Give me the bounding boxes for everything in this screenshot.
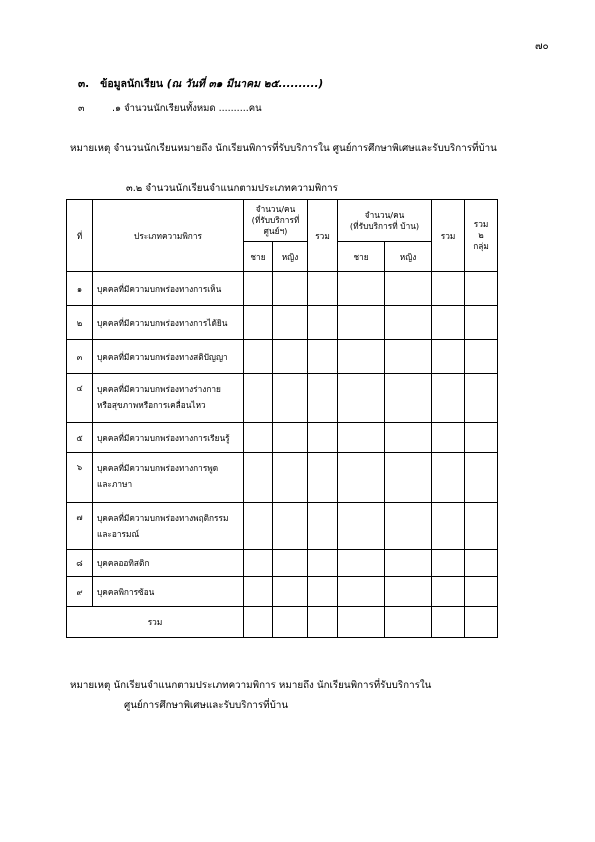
cell-grand-total[interactable]	[465, 503, 498, 550]
header-home-male: ชาย	[338, 242, 385, 272]
header-center-male: ชาย	[244, 242, 273, 272]
cell-home-total[interactable]	[432, 306, 465, 340]
header-center-line2: (ที่รับบริการที่	[251, 215, 300, 225]
row-label-line: บุคคลที่มีความบกพร่องทางการเรียนรู้	[97, 432, 230, 443]
cell-home-male[interactable]	[338, 423, 385, 453]
header-disability-type: ประเภทความพิการ	[93, 200, 244, 272]
cell-center-male[interactable]	[244, 340, 273, 374]
row-number: ๕	[67, 423, 93, 453]
row-label	[93, 306, 244, 340]
row-label	[93, 453, 244, 503]
row-label-line: และภาษา	[97, 479, 133, 489]
row-label-line: บุคคลพิการซ้อน	[97, 586, 155, 597]
total-label: รวม	[67, 607, 244, 638]
cell-home-total[interactable]	[432, 577, 465, 607]
cell-center-total[interactable]	[308, 340, 338, 374]
cell-home-female[interactable]	[385, 374, 432, 423]
table-row	[67, 306, 498, 340]
row-label-line: บุคคลออทิสติก	[97, 558, 150, 568]
cell-center-male[interactable]	[244, 423, 273, 453]
row-label	[93, 503, 244, 550]
cell-grand-total[interactable]	[465, 272, 498, 306]
cell-grand-total[interactable]	[465, 423, 498, 453]
header-both-line1: รวม	[473, 219, 489, 229]
cell-center-female[interactable]	[273, 306, 308, 340]
remark2-line2: ศูนย์การศึกษาพิเศษและรับบริการที่บ้าน	[124, 700, 289, 711]
cell-home-male[interactable]	[338, 340, 385, 374]
cell-home-total[interactable]	[432, 453, 465, 503]
cell-home-female[interactable]	[385, 577, 432, 607]
header-center-total: รวม	[308, 200, 338, 272]
header-both-groups-total	[465, 200, 498, 272]
students-by-disability-table	[66, 199, 498, 638]
row-label-line: บุคคลที่มีความบกพร่องทางการเห็น	[97, 283, 222, 294]
header-both-line2: ๒	[478, 230, 484, 240]
cell-home-female[interactable]	[385, 503, 432, 550]
table-row	[67, 423, 498, 453]
row-label	[93, 577, 244, 607]
cell-center-male[interactable]	[244, 607, 273, 638]
row-label	[93, 272, 244, 306]
subsection-number: ๓	[78, 103, 85, 114]
row-label	[93, 340, 244, 374]
row-number: ๘	[67, 550, 93, 577]
header-home-total: รวม	[432, 200, 465, 272]
header-home-group	[338, 200, 432, 242]
table-row	[67, 374, 498, 423]
cell-home-total[interactable]	[432, 272, 465, 306]
header-center-line3: ศูนย์ฯ)	[263, 226, 288, 236]
header-home-line2: (ที่รับบริการที่ บ้าน)	[349, 220, 420, 231]
cell-center-total[interactable]	[308, 423, 338, 453]
cell-grand-total[interactable]	[465, 607, 498, 638]
table-row	[67, 453, 498, 503]
table-row	[67, 503, 498, 550]
cell-center-total[interactable]	[308, 577, 338, 607]
row-label-line: หรือสุขภาพหรือการเคลื่อนไหว	[97, 400, 206, 410]
section-number: ๓.	[78, 78, 90, 90]
cell-home-male[interactable]	[338, 272, 385, 306]
row-number: ๓	[67, 340, 93, 374]
cell-home-male[interactable]	[338, 607, 385, 638]
cell-grand-total[interactable]	[465, 340, 498, 374]
row-label-line: บุคคลที่มีความบกพร่องทางพฤติกรรม	[97, 513, 229, 523]
remark-disability-classification	[70, 676, 431, 716]
cell-center-female[interactable]	[273, 423, 308, 453]
header-center-line1: จำนวน/คน	[255, 204, 296, 214]
cell-center-female[interactable]	[273, 577, 308, 607]
cell-center-male[interactable]	[244, 272, 273, 306]
cell-home-male[interactable]	[338, 503, 385, 550]
cell-grand-total[interactable]	[465, 306, 498, 340]
table-row	[67, 577, 498, 607]
remark2-line1: หมายเหตุ นักเรียนจำแนกตามประเภทความพิการ หมายถึง นักเรียนพิการที่รับบริการใน	[70, 680, 432, 691]
header-number: ที่	[67, 200, 93, 272]
header-center-female: หญิง	[273, 242, 308, 272]
row-label	[93, 374, 244, 423]
header-home-female: หญิง	[385, 242, 432, 272]
cell-center-male[interactable]	[244, 374, 273, 423]
cell-grand-total[interactable]	[465, 577, 498, 607]
table-row	[67, 340, 498, 374]
row-number: ๗	[67, 503, 93, 550]
remark-students: หมายเหตุ จำนวนนักเรียนหมายถึง นักเรียนพิการที่รับบริการใน ศูนย์การศึกษาพิเศษและรับบริการที่บ้าน	[70, 143, 497, 154]
cell-center-total[interactable]	[308, 306, 338, 340]
table-row	[67, 272, 498, 306]
cell-center-male[interactable]	[244, 503, 273, 550]
table-total-row	[67, 607, 498, 638]
cell-center-male[interactable]	[244, 306, 273, 340]
cell-home-female[interactable]	[385, 550, 432, 577]
cell-center-female[interactable]	[273, 374, 308, 423]
cell-home-total[interactable]	[432, 550, 465, 577]
header-both-line3: กลุ่ม	[473, 241, 489, 251]
cell-home-total[interactable]	[432, 423, 465, 453]
cell-home-total[interactable]	[432, 607, 465, 638]
cell-center-female[interactable]	[273, 272, 308, 306]
row-label-line: บุคคลที่มีความบกพร่องทางการพูด	[97, 463, 219, 473]
table-row	[67, 550, 498, 577]
cell-center-male[interactable]	[244, 577, 273, 607]
row-number: ๒	[67, 306, 93, 340]
section-date: (ณ วันที่ ๓๑ มีนาคม ๒๕..........)	[166, 78, 324, 90]
cell-grand-total[interactable]	[465, 453, 498, 503]
cell-home-male[interactable]	[338, 453, 385, 503]
row-label-line: บุคคลที่มีความบกพร่องทางการได้ยิน	[97, 317, 228, 328]
row-label	[93, 550, 244, 577]
cell-center-total[interactable]	[308, 374, 338, 423]
cell-grand-total[interactable]	[465, 550, 498, 577]
cell-center-total[interactable]	[308, 503, 338, 550]
table-title: ๓.๒ จำนวนนักเรียนจำแนกตามประเภทความพิการ	[126, 183, 338, 194]
cell-home-female[interactable]	[385, 306, 432, 340]
subsection-text: .๑ จำนวนนักเรียนทั้งหมด ..........คน	[112, 103, 262, 114]
subsection-total-students	[78, 101, 262, 116]
cell-home-total[interactable]	[432, 374, 465, 423]
row-label-line: บุคคลที่มีความบกพร่องทางร่างกาย	[97, 384, 221, 394]
row-label	[93, 423, 244, 453]
cell-home-male[interactable]	[338, 306, 385, 340]
cell-home-female[interactable]	[385, 453, 432, 503]
cell-home-female[interactable]	[385, 272, 432, 306]
row-label-line: บุคคลที่มีความบกพร่องทางสติปัญญา	[97, 351, 228, 362]
cell-home-total[interactable]	[432, 340, 465, 374]
cell-center-female[interactable]	[273, 550, 308, 577]
header-center-group	[244, 200, 308, 242]
cell-home-female[interactable]	[385, 423, 432, 453]
cell-center-male[interactable]	[244, 453, 273, 503]
section-heading	[78, 75, 323, 92]
cell-grand-total[interactable]	[465, 374, 498, 423]
cell-center-female[interactable]	[273, 607, 308, 638]
section-title: ข้อมูลนักเรียน	[100, 78, 164, 90]
row-number: ๙	[67, 577, 93, 607]
header-home-line1: จำนวน/คน	[364, 209, 405, 220]
cell-center-male[interactable]	[244, 550, 273, 577]
cell-center-female[interactable]	[273, 340, 308, 374]
page-number: ๗๐	[535, 41, 549, 52]
cell-home-female[interactable]	[385, 340, 432, 374]
cell-home-female[interactable]	[385, 607, 432, 638]
cell-center-total[interactable]	[308, 607, 338, 638]
cell-home-male[interactable]	[338, 374, 385, 423]
row-number: ๑	[67, 272, 93, 306]
row-number: ๖	[67, 453, 93, 503]
cell-home-total[interactable]	[432, 503, 465, 550]
cell-center-total[interactable]	[308, 550, 338, 577]
cell-home-male[interactable]	[338, 577, 385, 607]
cell-home-male[interactable]	[338, 550, 385, 577]
cell-center-total[interactable]	[308, 272, 338, 306]
row-label-line: และอารมณ์	[97, 529, 140, 539]
row-number: ๔	[67, 374, 93, 423]
cell-center-total[interactable]	[308, 453, 338, 503]
cell-center-female[interactable]	[273, 503, 308, 550]
cell-center-female[interactable]	[273, 453, 308, 503]
